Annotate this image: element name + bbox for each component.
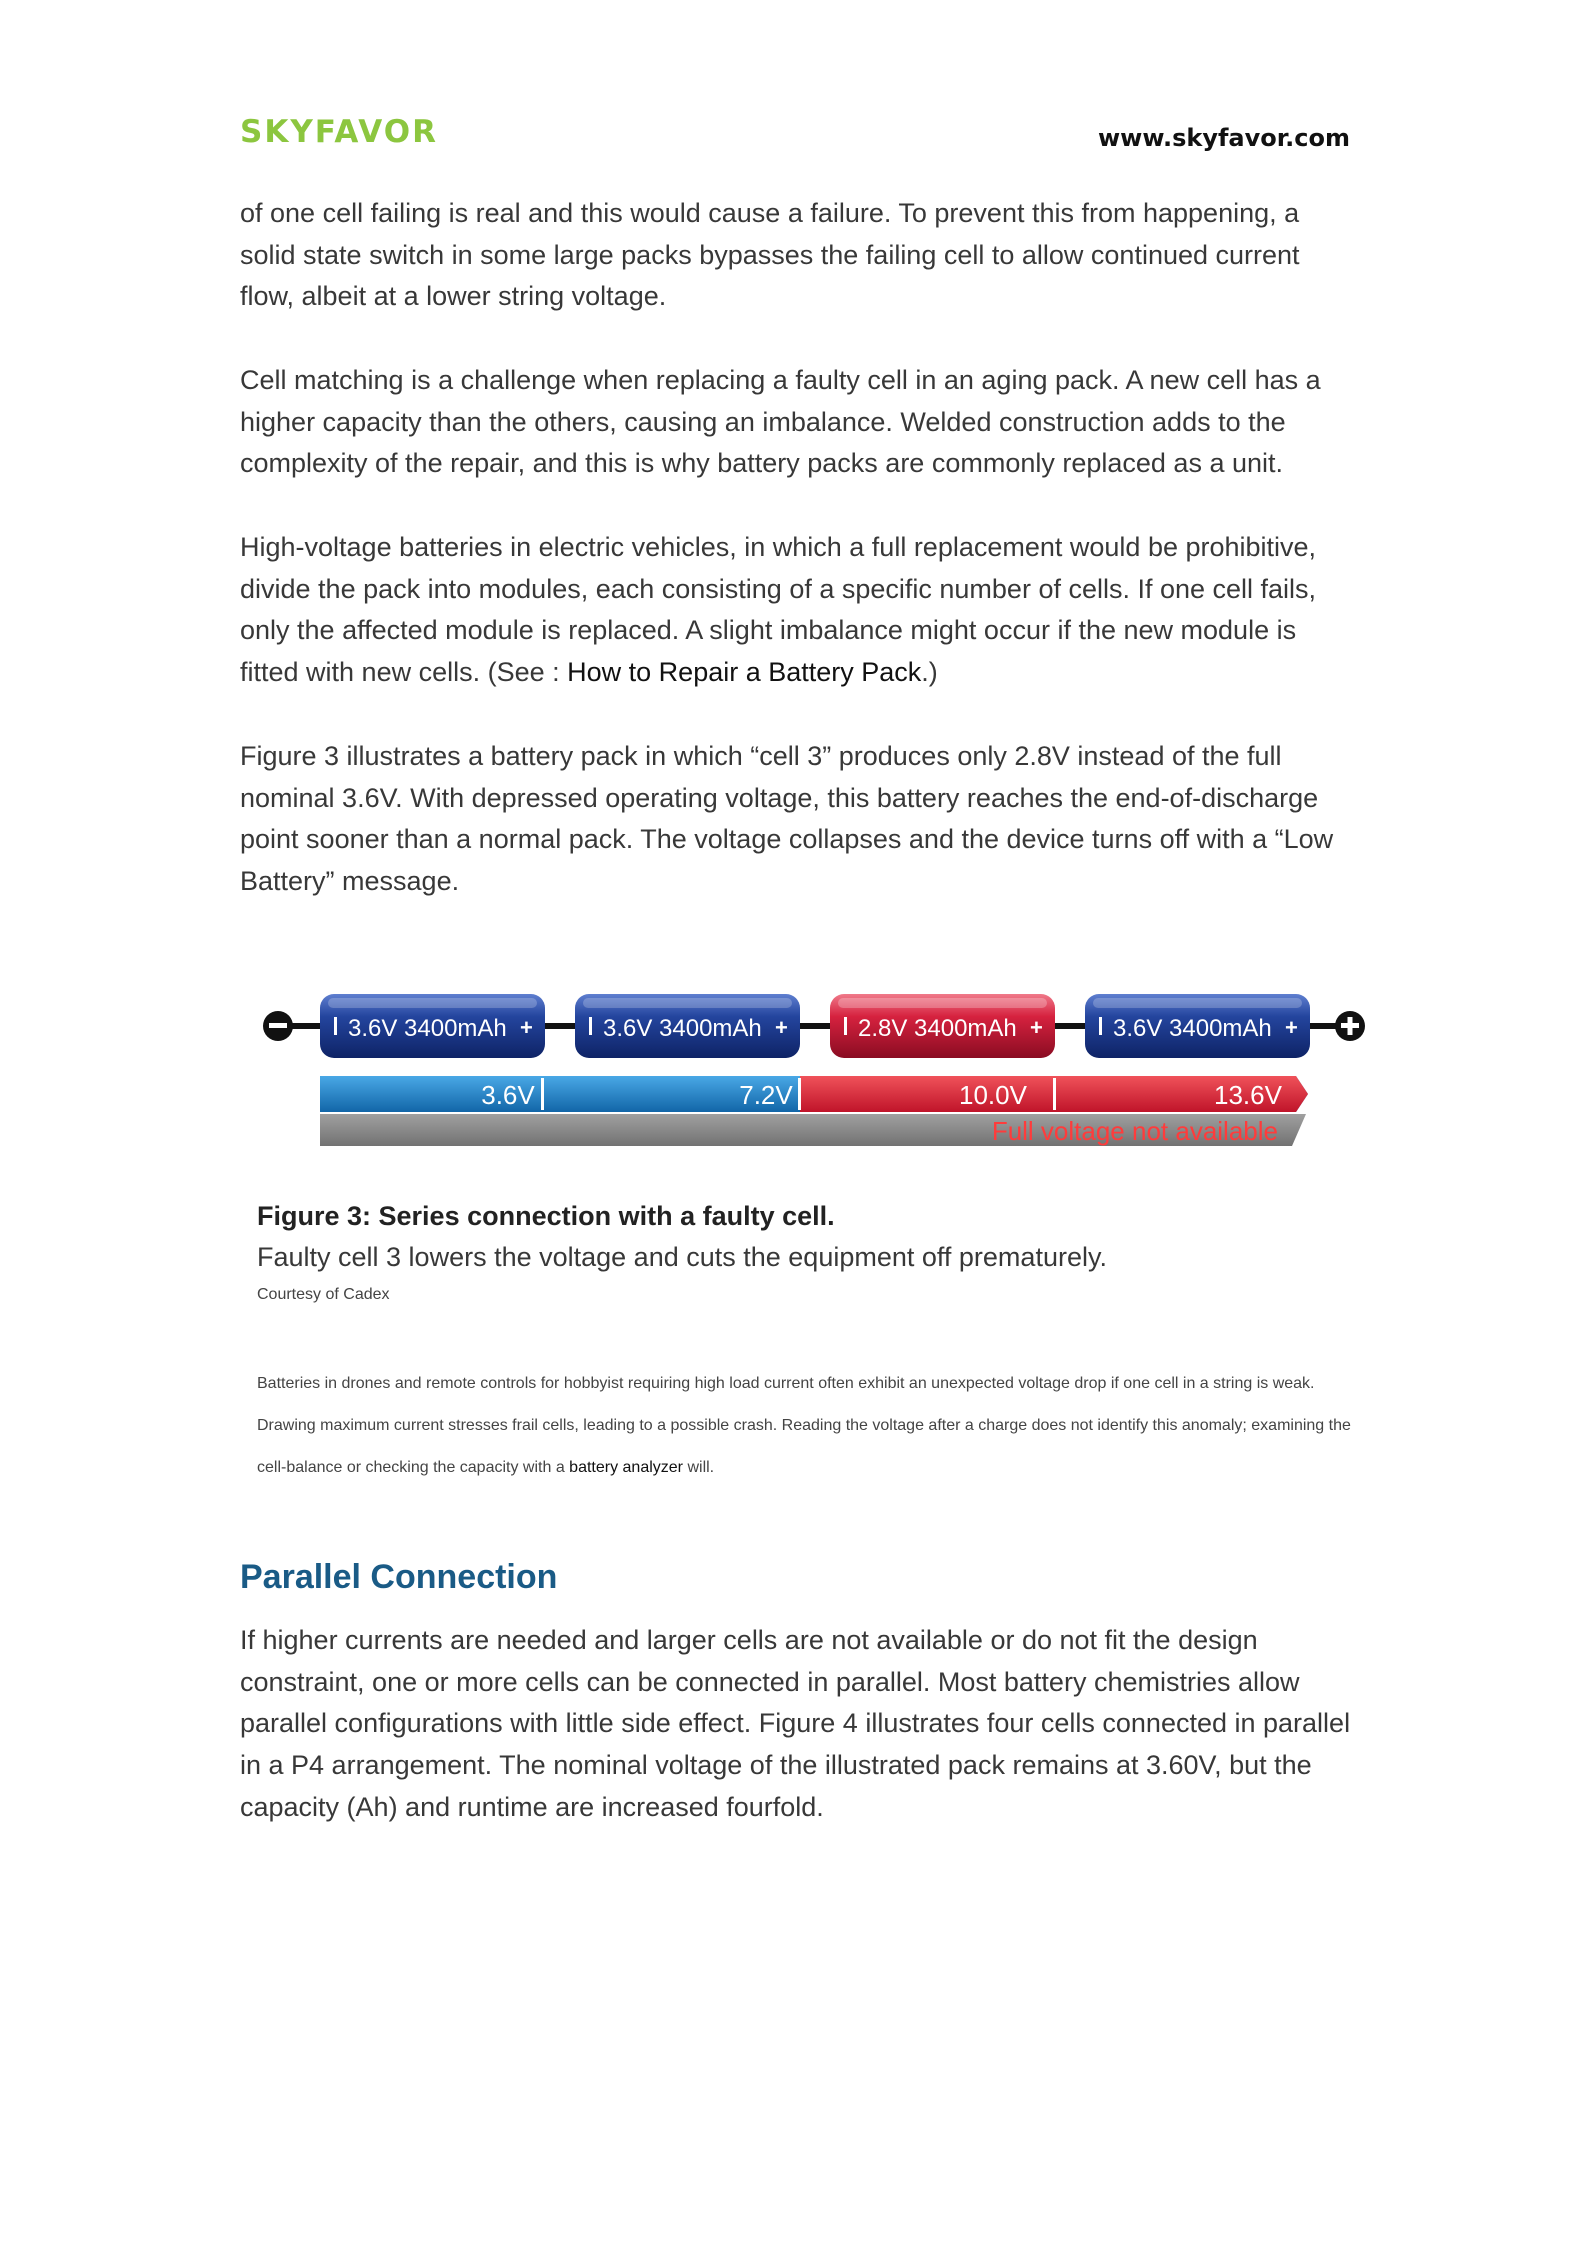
note-text-end: will. bbox=[683, 1459, 715, 1476]
series-connection-diagram bbox=[258, 986, 1373, 1156]
segment-divider bbox=[1053, 1078, 1056, 1110]
cell-plus-mark: + bbox=[1285, 1015, 1298, 1040]
voltage-label-3: 10.0V bbox=[959, 1080, 1027, 1110]
cell-plus-mark: + bbox=[775, 1015, 788, 1040]
figure-credit: Courtesy of Cadex bbox=[257, 1286, 390, 1303]
battery-cell-3-faulty bbox=[830, 994, 1055, 1058]
negative-terminal-icon bbox=[263, 1011, 293, 1041]
note-text: Batteries in drones and remote controls for hobbyist requiring high load current often exhibit an unexpected voltage drop if one cell in a string is weak. Drawing maximum current stresses frail cells, leading to a possible crash. Reading the voltage after a charge does not identify this anomaly; examining the cell-balance or checking the capacity with a bbox=[257, 1375, 1351, 1476]
paragraph-cell-failure: of one cell failing is real and this would cause a failure. To prevent this from happening, a solid state switch in some large packs bypasses the failing cell to allow continued current flow, albeit at a lower string voltage. bbox=[240, 198, 1300, 312]
paragraph-figure-3-intro: Figure 3 illustrates a battery pack in which “cell 3” produces only 2.8V instead of the full nominal 3.6V. With depressed operating voltage, this battery reaches the end-of-discharge point sooner than a normal pack. The voltage collapses and the device turns off with a “Low Battery” message. bbox=[240, 741, 1334, 897]
drone-battery-note bbox=[257, 1363, 1357, 1489]
repair-battery-pack-link[interactable]: How to Repair a Battery Pack bbox=[567, 657, 922, 688]
cell-minus-mark bbox=[1099, 1017, 1102, 1035]
cell-label: 3.6V 3400mAh bbox=[603, 1015, 762, 1042]
battery-analyzer-link[interactable]: battery analyzer bbox=[569, 1459, 684, 1476]
cell-plus-mark: + bbox=[1030, 1015, 1043, 1040]
battery-cell-2 bbox=[575, 994, 800, 1058]
section-heading-parallel: Parallel Connection bbox=[240, 1558, 558, 1596]
logo: SKYFAVOR bbox=[240, 114, 438, 150]
paragraph-parallel-connection: If higher currents are needed and larger cells are not available or do not fit the design constraint, one or more cells can be connected in parallel. Most battery chemistries allow parallel configurations with little side effect. Figure 4 illustrates four cells connected in parallel in a P4 arrangement. The nominal voltage of the illustrated pack remains at 3.60V, but the capacity (Ah) and runtime are increased fourfold. bbox=[240, 1625, 1351, 1822]
paragraph-text-end: .) bbox=[921, 657, 938, 688]
warning-label: Full voltage not available bbox=[991, 1116, 1278, 1146]
cell-minus-mark bbox=[334, 1017, 337, 1035]
cell-label: 2.8V 3400mAh bbox=[858, 1015, 1017, 1042]
figure-caption-title: Figure 3: Series connection with a faulty cell. bbox=[257, 1201, 835, 1231]
voltage-label-4: 13.6V bbox=[1214, 1080, 1282, 1110]
voltage-label-2: 7.2V bbox=[739, 1080, 793, 1110]
cell-minus-mark bbox=[589, 1017, 592, 1035]
voltage-label-1: 3.6V bbox=[481, 1080, 535, 1110]
battery-cell-1 bbox=[320, 994, 545, 1058]
segment-divider bbox=[541, 1078, 544, 1110]
website-url[interactable]: www.skyfavor.com bbox=[1097, 124, 1350, 152]
cell-minus-mark bbox=[844, 1017, 847, 1035]
segment-divider bbox=[798, 1078, 801, 1110]
cell-plus-mark: + bbox=[520, 1015, 533, 1040]
cell-label: 3.6V 3400mAh bbox=[348, 1015, 507, 1042]
positive-terminal-icon bbox=[1335, 1011, 1365, 1041]
battery-cell-4 bbox=[1085, 994, 1310, 1058]
cell-label: 3.6V 3400mAh bbox=[1113, 1015, 1272, 1042]
paragraph-text: High-voltage batteries in electric vehicles, in which a full replacement would be prohibitive, divide the pack into modules, each consisting of a specific number of cells. If one cell fails, only the affected module is replaced. A slight imbalance might occur if the new module is fitted with new cells. (See : bbox=[240, 532, 1317, 688]
paragraph-high-voltage bbox=[240, 527, 1360, 694]
paragraph-cell-matching: Cell matching is a challenge when replacing a faulty cell in an aging pack. A new cell has a higher capacity than the others, causing an imbalance. Welded construction adds to the complexity of the repair, and this is why battery packs are commonly replaced as a unit. bbox=[240, 365, 1321, 479]
figure-caption-subtitle: Faulty cell 3 lowers the voltage and cuts the equipment off prematurely. bbox=[257, 1242, 1107, 1272]
